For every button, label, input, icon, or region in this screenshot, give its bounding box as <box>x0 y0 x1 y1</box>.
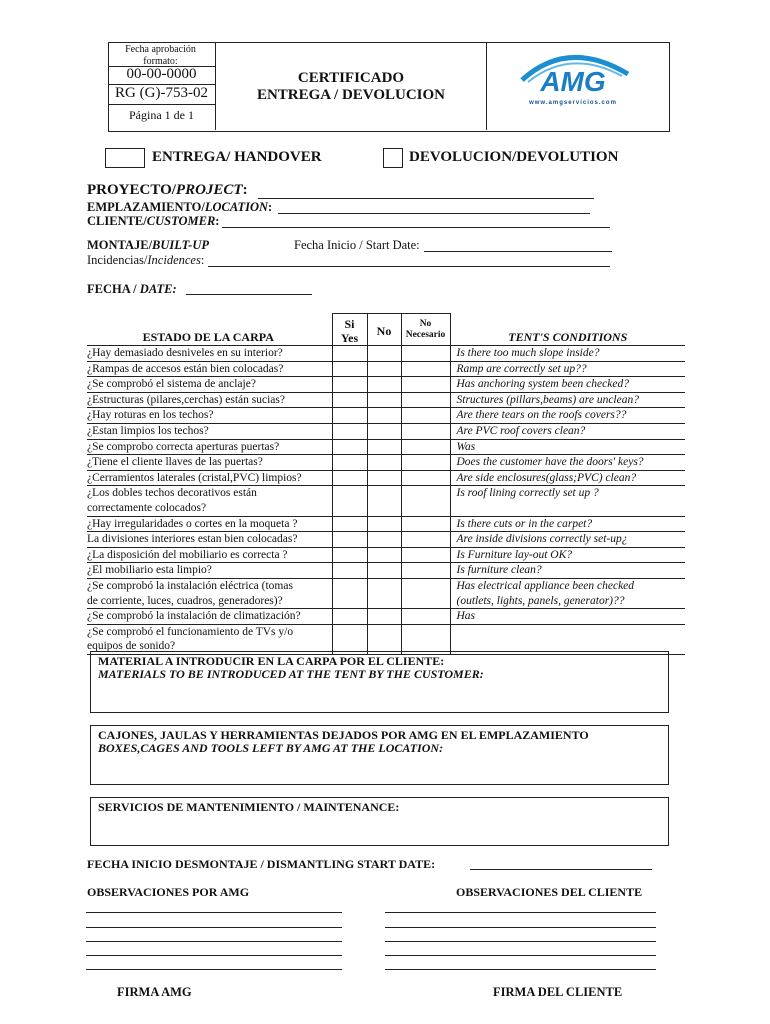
answer-no-cell[interactable] <box>367 563 401 579</box>
answer-na-cell[interactable] <box>401 439 450 455</box>
table-row <box>87 361 685 377</box>
obs-amg-line[interactable] <box>86 912 342 913</box>
question-en <box>450 624 685 654</box>
question-en <box>450 346 685 362</box>
answer-na-cell[interactable] <box>401 532 450 548</box>
start-date-input-line[interactable] <box>424 251 612 252</box>
answer-yes-cell[interactable] <box>332 455 367 471</box>
customer-field-label: CLIENTE/CUSTOMER: <box>87 214 220 228</box>
question-en <box>450 516 685 532</box>
form-code: RG (G)-753-02 <box>115 85 208 101</box>
question-en <box>450 408 685 424</box>
project-label-en: PROJECT <box>175 182 243 198</box>
question-es-line: de corriente, luces, cuadros, generadores)? <box>87 594 283 607</box>
col-conditions-header: TENT'S CONDITIONS <box>450 314 685 346</box>
question-en <box>450 423 685 439</box>
buildup-label-en: BUILT-UP <box>152 238 209 252</box>
materials-title: MATERIAL A INTRODUCIR EN LA CARPA POR EL CLIENTE: <box>98 654 445 668</box>
handover-label: ENTREGA/ HANDOVER <box>152 149 322 165</box>
date-field-label <box>87 282 177 297</box>
col-yes-label: Yes <box>340 331 359 345</box>
question-es-line: ¿Se comprobó el sistema de anclaje? <box>87 378 256 391</box>
obs-amg-line[interactable] <box>86 927 342 928</box>
header-divider-right <box>486 42 487 130</box>
incidents-field-label: Incidencias/Incidences: <box>87 253 205 267</box>
question-en <box>450 563 685 579</box>
table-row <box>87 470 685 486</box>
tent-condition-table <box>87 313 685 655</box>
question-es <box>87 408 332 424</box>
logo-text: AMG <box>540 66 606 97</box>
incidents-label: Incidencias/ <box>87 253 148 267</box>
question-es <box>87 516 332 532</box>
question-en <box>450 439 685 455</box>
table-row <box>87 563 685 579</box>
question-es-line: ¿Estructuras (pilares,cerchas) están sucias? <box>87 393 285 406</box>
boxes-subtitle: BOXES,CAGES AND TOOLS LEFT BY AMG AT THE LOCATION: <box>98 741 444 755</box>
answer-yes-cell[interactable] <box>332 609 367 625</box>
question-en <box>450 547 685 563</box>
question-en <box>450 609 685 625</box>
answer-na-cell[interactable] <box>401 578 450 608</box>
answer-no-cell[interactable] <box>367 423 401 439</box>
certificate-title <box>216 70 486 104</box>
obs-amg-line[interactable] <box>86 955 342 956</box>
amg-logo-graphic <box>508 44 638 110</box>
question-es <box>87 563 332 579</box>
date-label-en: DATE: <box>139 282 177 296</box>
question-en-line: Is there cuts or in the carpet? <box>456 517 593 530</box>
question-es-line: ¿Se comprobó la instalación de climatización? <box>87 610 301 623</box>
table-row <box>87 547 685 563</box>
answer-yes-cell[interactable] <box>332 624 367 654</box>
sign-amg-label: FIRMA AMG <box>117 985 192 999</box>
obs-amg-line[interactable] <box>86 941 342 942</box>
table-row <box>87 423 685 439</box>
table-row <box>87 392 685 408</box>
answer-yes-cell[interactable] <box>332 423 367 439</box>
question-es <box>87 361 332 377</box>
question-es-line: ¿Los dobles techos decorativos están <box>87 487 257 500</box>
project-input-line[interactable] <box>258 198 594 199</box>
table-row <box>87 377 685 393</box>
amg-logo <box>508 44 638 110</box>
question-es <box>87 455 332 471</box>
table-header-row <box>87 314 685 346</box>
question-en <box>450 470 685 486</box>
answer-na-cell[interactable] <box>401 516 450 532</box>
answer-yes-cell[interactable] <box>332 516 367 532</box>
col-no-header: No <box>367 314 401 346</box>
question-es-line: ¿Se comprobó el funcionamiento de TVs y/o <box>87 625 294 638</box>
question-en-line: Are there tears on the roofs covers?? <box>456 409 627 422</box>
question-es <box>87 392 332 408</box>
title-line-1: CERTIFICADO <box>297 70 405 86</box>
answer-na-cell[interactable] <box>401 624 450 654</box>
answer-na-cell[interactable] <box>401 547 450 563</box>
answer-yes-cell[interactable] <box>332 547 367 563</box>
answer-na-cell[interactable] <box>401 377 450 393</box>
materials-box[interactable] <box>90 651 669 713</box>
obs-client-line[interactable] <box>385 955 656 956</box>
question-es-line: La divisiones interiores estan bien colocadas? <box>87 533 298 546</box>
question-es <box>87 470 332 486</box>
incidents-input-line[interactable] <box>208 266 610 267</box>
answer-yes-cell[interactable] <box>332 408 367 424</box>
answer-yes-cell[interactable] <box>332 532 367 548</box>
question-es <box>87 532 332 548</box>
answer-no-cell[interactable] <box>367 408 401 424</box>
date-label: FECHA / <box>87 282 140 296</box>
question-es-line: ¿Se comprobo correcta aperturas puertas? <box>87 440 280 453</box>
question-es <box>87 377 332 393</box>
answer-na-cell[interactable] <box>401 361 450 377</box>
location-label-en: LOCATION <box>204 200 269 214</box>
answer-no-cell[interactable] <box>367 486 401 516</box>
answer-yes-cell[interactable] <box>332 346 367 362</box>
answer-no-cell[interactable] <box>367 609 401 625</box>
obs-client-label: OBSERVACIONES DEL CLIENTE <box>456 885 643 899</box>
answer-yes-cell[interactable] <box>332 578 367 608</box>
devolution-label: DEVOLUCION/DEVOLUTION <box>409 149 619 165</box>
answer-no-cell[interactable] <box>367 624 401 654</box>
question-en-line: Was <box>456 440 476 453</box>
table-row <box>87 516 685 532</box>
question-es-line: ¿La disposición del mobiliario es correcta ? <box>87 548 288 561</box>
answer-yes-cell[interactable] <box>332 377 367 393</box>
buildup-label: MONTAJE/ <box>87 238 153 252</box>
answer-no-cell[interactable] <box>367 516 401 532</box>
title-line-2: ENTREGA / DEVOLUCION <box>256 87 446 103</box>
question-es-line: ¿Rampas de accesos están bien colocadas? <box>87 362 284 375</box>
answer-na-cell[interactable] <box>401 563 450 579</box>
question-en <box>450 578 685 608</box>
logo-url: www.amgservicios.com <box>529 100 617 106</box>
dismantling-input-line[interactable] <box>470 869 652 870</box>
question-es <box>87 423 332 439</box>
customer-label: CLIENTE/ <box>87 214 147 228</box>
answer-na-cell[interactable] <box>401 455 450 471</box>
question-es-line: ¿Hay demasiado desniveles en su interior? <box>87 347 283 359</box>
answer-no-cell[interactable] <box>367 361 401 377</box>
obs-client-line[interactable] <box>385 927 656 928</box>
customer-input-line[interactable] <box>222 227 610 228</box>
dismantling-label: FECHA INICIO DESMONTAJE / DISMANTLING START DATE: <box>87 857 436 871</box>
answer-no-cell[interactable] <box>367 470 401 486</box>
question-es-line: correctamente colocados? <box>87 501 207 514</box>
question-en-line: Has <box>456 610 476 623</box>
col-si-label: Si <box>344 317 355 331</box>
materials-subtitle: MATERIALS TO BE INTRODUCED AT THE TENT BY THE CUSTOMER: <box>98 667 484 681</box>
col-na-label-1: No <box>419 319 432 329</box>
answer-no-cell[interactable] <box>367 547 401 563</box>
table-row <box>87 532 685 548</box>
table-row <box>87 455 685 471</box>
maintenance-box[interactable] <box>90 797 669 846</box>
obs-amg-line[interactable] <box>86 969 342 970</box>
answer-yes-cell[interactable] <box>332 470 367 486</box>
col-na-label-2: Necesario <box>405 330 446 340</box>
question-en <box>450 392 685 408</box>
maintenance-title: SERVICIOS DE MANTENIMIENTO / MAINTENANCE: <box>98 800 400 814</box>
answer-na-cell[interactable] <box>401 408 450 424</box>
question-es <box>87 624 332 654</box>
boxes-box[interactable] <box>90 725 669 785</box>
start-date-label: Fecha Inicio / Start Date: <box>294 238 420 252</box>
answer-no-cell[interactable] <box>367 377 401 393</box>
col-si-header <box>332 314 367 346</box>
question-en-line: Has anchoring system been checked? <box>456 378 629 391</box>
table-row <box>87 408 685 424</box>
customer-label-en: CUSTOMER <box>146 214 216 228</box>
question-es <box>87 486 332 516</box>
obs-client-line[interactable] <box>385 912 656 913</box>
col-estado-header: ESTADO DE LA CARPA <box>87 314 332 346</box>
boxes-title: CAJONES, JAULAS Y HERRAMIENTAS DEJADOS POR AMG EN EL EMPLAZAMIENTO <box>98 728 589 742</box>
handover-checkbox[interactable] <box>105 148 145 168</box>
incidents-label-en: Incidences <box>147 253 201 267</box>
location-field-label: EMPLAZAMIENTO/LOCATION: <box>87 200 273 214</box>
question-en-line: Are side enclosures(glass;PVC) clean? <box>456 471 637 484</box>
question-en <box>450 486 685 516</box>
answer-yes-cell[interactable] <box>332 486 367 516</box>
answer-no-cell[interactable] <box>367 439 401 455</box>
question-en-line: Is Furniture lay-out OK? <box>456 548 573 561</box>
question-en-line: (outlets, lights, panels, generator)?? <box>456 594 625 607</box>
answer-na-cell[interactable] <box>401 609 450 625</box>
question-en-line: Are PVC roof covers clean? <box>456 424 586 437</box>
question-es <box>87 439 332 455</box>
question-es-line: ¿Hay irregularidades o cortes en la moqueta ? <box>87 517 298 530</box>
devolution-checkbox[interactable] <box>383 148 403 168</box>
question-en <box>450 532 685 548</box>
answer-no-cell[interactable] <box>367 578 401 608</box>
location-label: EMPLAZAMIENTO/ <box>87 200 205 214</box>
question-es-line: ¿El mobiliario esta limpio? <box>87 564 212 577</box>
answer-na-cell[interactable] <box>401 470 450 486</box>
question-es-line: ¿Se comprobó la instalación eléctrica (tomas <box>87 579 293 592</box>
question-en-line: Structures (pillars,beams) are unclean? <box>456 393 639 406</box>
question-en-line: Are inside divisions correctly set-up¿ <box>456 533 628 546</box>
sign-client-label: FIRMA DEL CLIENTE <box>493 985 623 999</box>
project-label: PROYECTO/ <box>87 182 176 198</box>
answer-no-cell[interactable] <box>367 346 401 362</box>
answer-yes-cell[interactable] <box>332 563 367 579</box>
table-row <box>87 624 685 654</box>
question-es <box>87 547 332 563</box>
question-en-line: Has electrical appliance been checked <box>456 579 635 592</box>
date-input-line[interactable] <box>186 294 312 295</box>
question-en-line: Ramp are correctly set up?? <box>456 362 587 375</box>
table-row <box>87 439 685 455</box>
question-es-line: ¿Cerramientos laterales (cristal,PVC) limpios? <box>87 471 302 484</box>
question-en-line <box>457 501 684 516</box>
col-na-header <box>401 314 450 346</box>
table-row <box>87 609 685 625</box>
project-field-label: PROYECTO/PROJECT: <box>87 182 248 198</box>
answer-na-cell[interactable] <box>401 486 450 516</box>
question-es <box>87 346 332 362</box>
obs-client-line[interactable] <box>385 941 656 942</box>
question-es-line: ¿Tiene el cliente llaves de las puertas? <box>87 456 263 469</box>
approval-date: 00-00-0000 <box>126 66 197 82</box>
table-row <box>87 486 685 516</box>
question-en-line <box>457 625 684 640</box>
question-en-line: Does the customer have the doors' keys? <box>456 456 644 469</box>
table-row <box>87 578 685 608</box>
answer-no-cell[interactable] <box>367 532 401 548</box>
question-en-line: Is furniture clean? <box>456 564 542 577</box>
answer-na-cell[interactable] <box>401 392 450 408</box>
question-en <box>450 361 685 377</box>
answer-yes-cell[interactable] <box>332 392 367 408</box>
page-number: Página 1 de 1 <box>129 108 194 122</box>
question-es-line: ¿Estan limpios los techos? <box>87 424 209 437</box>
question-en-line: Is roof lining correctly set up ? <box>456 487 599 500</box>
question-en-line: Is there too much slope inside? <box>456 347 600 359</box>
answer-no-cell[interactable] <box>367 455 401 471</box>
question-en <box>450 455 685 471</box>
answer-na-cell[interactable] <box>401 423 450 439</box>
obs-client-line[interactable] <box>385 969 656 970</box>
question-es <box>87 609 332 625</box>
answer-na-cell[interactable] <box>401 346 450 362</box>
approval-label: Fecha aprobación formato: <box>125 44 196 67</box>
question-es <box>87 578 332 608</box>
buildup-field-label <box>87 238 209 253</box>
table-row <box>87 346 685 362</box>
answer-no-cell[interactable] <box>367 392 401 408</box>
question-es-line: equipos de sonido? <box>87 640 176 653</box>
question-es-line: ¿Hay roturas en los techos? <box>87 409 214 422</box>
answer-yes-cell[interactable] <box>332 439 367 455</box>
answer-yes-cell[interactable] <box>332 361 367 377</box>
question-en <box>450 377 685 393</box>
location-input-line[interactable] <box>278 213 590 214</box>
obs-amg-label: OBSERVACIONES POR AMG <box>87 885 250 899</box>
